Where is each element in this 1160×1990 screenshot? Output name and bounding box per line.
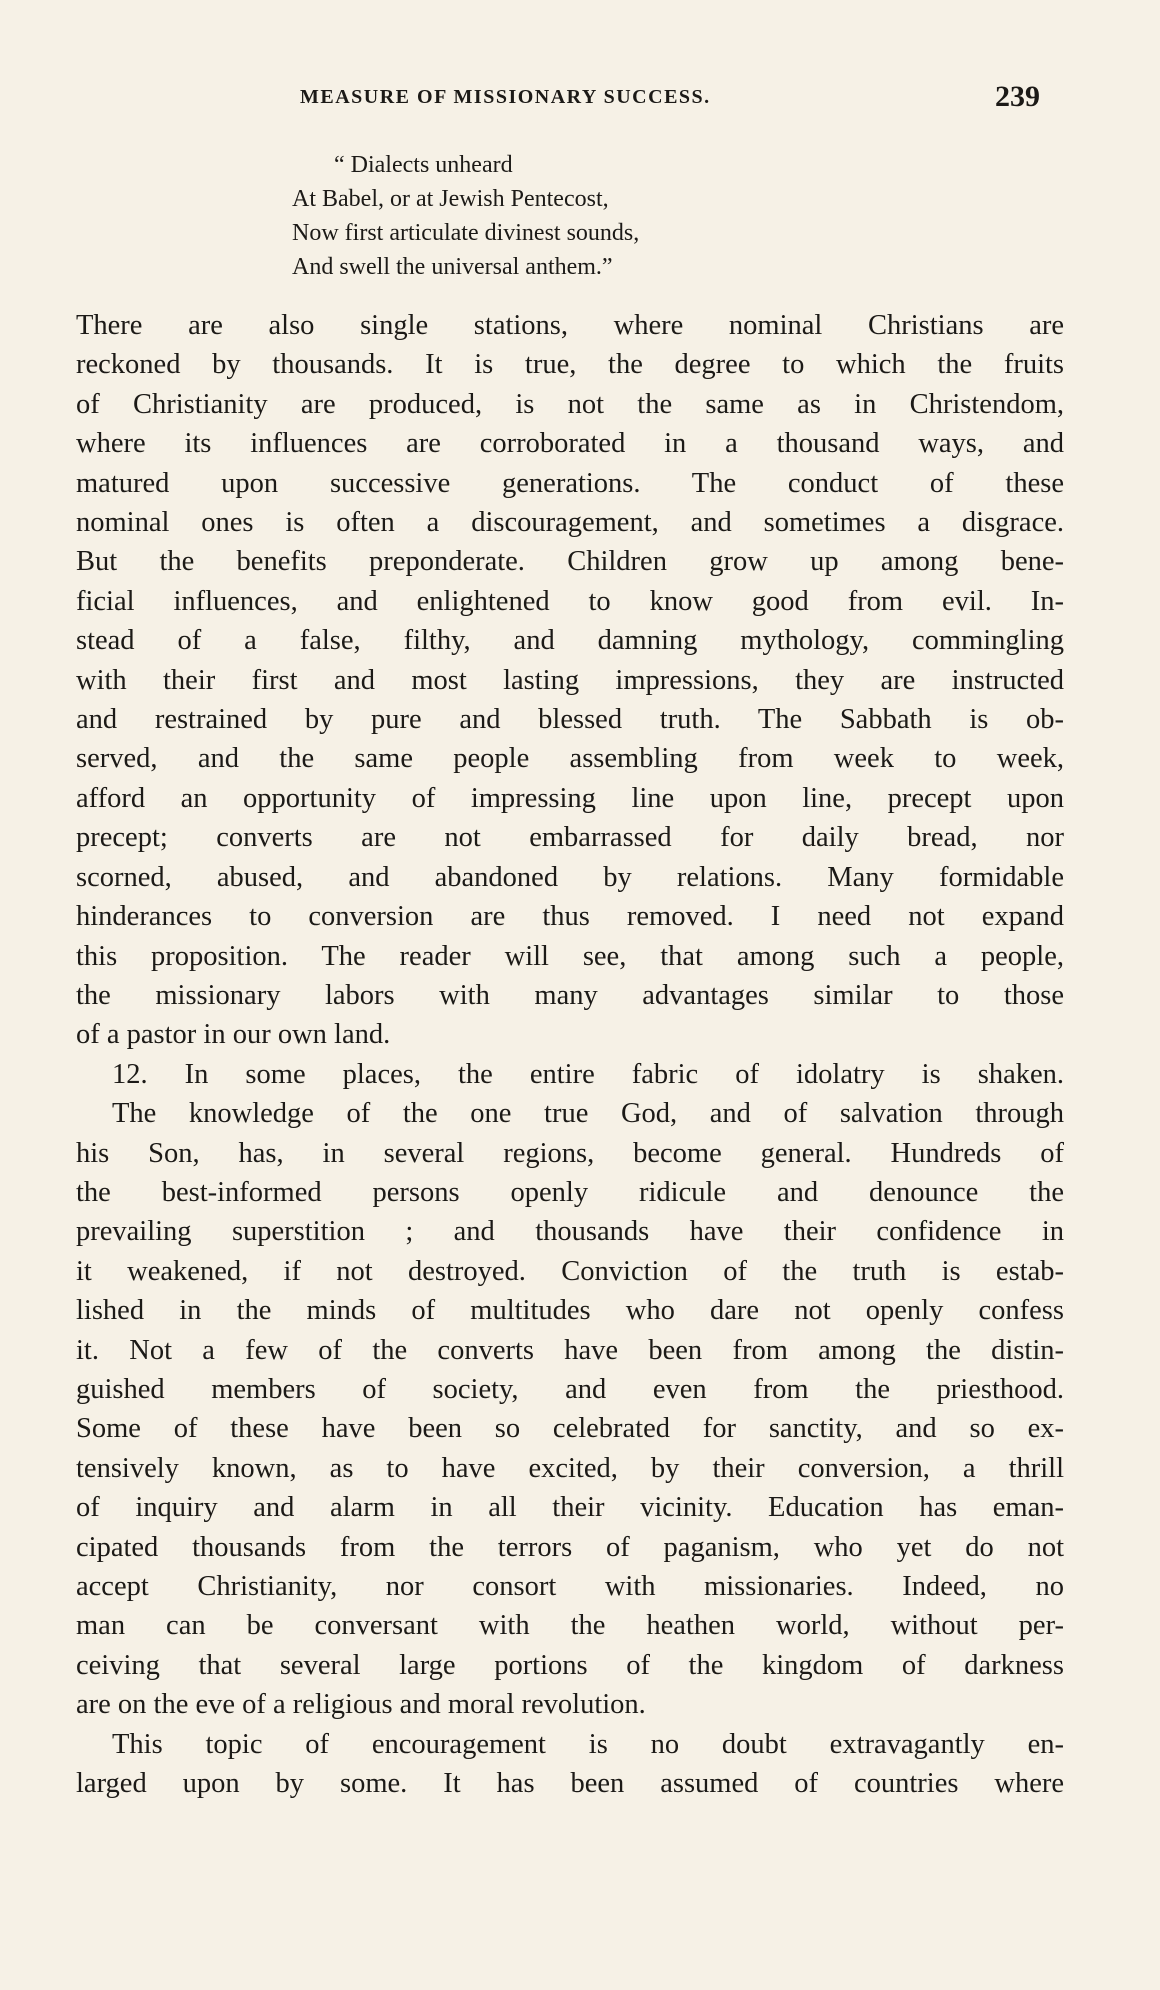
text-line: guished members of society, and even from the priesthood. [76, 1373, 1064, 1405]
text-line: tensively known, as to have excited, by their conversion, a thrill [76, 1452, 1064, 1484]
text-line: are on the eve of a religious and moral revolution. [76, 1689, 646, 1721]
text-line: with their first and most lasting impressions, they are instructed [76, 664, 1064, 696]
verse-line: “ Dialects unheard [334, 152, 513, 178]
text-line: precept; converts are not embarrassed for daily bread, nor [76, 822, 1064, 854]
text-line: it. Not a few of the converts have been from among the distin- [76, 1334, 1064, 1366]
text-line: it weakened, if not destroyed. Conviction of the truth is estab- [76, 1255, 1064, 1287]
text-line: this proposition. The reader will see, that among such a people, [76, 940, 1064, 972]
text-line: scorned, abused, and abandoned by relations. Many formidable [76, 861, 1064, 893]
text-line: of Christianity are produced, is not the same as in Christendom, [76, 388, 1064, 420]
text-line: 12. In some places, the entire fabric of idolatry is shaken. [112, 1058, 1064, 1090]
running-head [110, 80, 1060, 120]
text-line: There are also single stations, where nominal Christians are [76, 310, 1064, 341]
text-line: the missionary labors with many advantages similar to those [76, 979, 1064, 1011]
text-line: ceiving that several large portions of the kingdom of darkness [76, 1649, 1064, 1681]
text-line: where its influences are corroborated in a thousand ways, and [76, 428, 1064, 460]
running-title: MEASURE OF MISSIONARY SUCCESS. [300, 86, 711, 108]
text-line: But the benefits preponderate. Children grow up among bene- [76, 546, 1064, 578]
text-line: cipated thousands from the terrors of paganism, who yet do not [76, 1531, 1064, 1563]
text-line: lished in the minds of multitudes who dare not openly confess [76, 1295, 1064, 1327]
text-line: This topic of encouragement is no doubt extravagantly en- [112, 1728, 1064, 1760]
text-line: man can be conversant with the heathen world, without per- [76, 1610, 1064, 1642]
text-line: his Son, has, in several regions, become general. Hundreds of [76, 1137, 1064, 1169]
text-line: accept Christianity, nor consort with missionaries. Indeed, no [76, 1571, 1064, 1602]
text-line: ficial influences, and enlightened to know good from evil. In- [76, 585, 1064, 617]
text-line: prevailing superstition ; and thousands have their confidence in [76, 1216, 1064, 1248]
page-number: 239 [995, 80, 1040, 113]
text-line: hinderances to conversion are thus removed. I need not expand [76, 901, 1064, 933]
body-text [76, 306, 1064, 1803]
text-line: the best-informed persons openly ridicule and denounce the [76, 1176, 1064, 1208]
text-line: Some of these have been so celebrated for sanctity, and so ex- [76, 1413, 1064, 1445]
text-line: reckoned by thousands. It is true, the degree to which the fruits [76, 349, 1064, 381]
text-line: stead of a false, filthy, and damning mythology, commingling [76, 625, 1064, 657]
text-line: served, and the same people assembling from week to week, [76, 743, 1064, 775]
text-line: afford an opportunity of impressing line upon line, precept upon [76, 782, 1064, 814]
verse-line: And swell the universal anthem.” [292, 254, 613, 280]
text-line: larged upon by some. It has been assumed of countries where [76, 1768, 1064, 1800]
text-line: of a pastor in our own land. [76, 1019, 391, 1051]
verse-line: Now first articulate divinest sounds, [292, 220, 640, 246]
text-line: The knowledge of the one true God, and of salvation through [112, 1098, 1064, 1130]
text-line: matured upon successive generations. The conduct of these [76, 467, 1064, 499]
text-line: nominal ones is often a discouragement, and sometimes a disgrace. [76, 507, 1064, 539]
text-line: and restrained by pure and blessed truth. The Sabbath is ob- [76, 704, 1064, 736]
text-line: of inquiry and alarm in all their vicinity. Education has eman- [76, 1492, 1064, 1524]
verse-line: At Babel, or at Jewish Pentecost, [292, 186, 609, 212]
epigraph-verse [292, 148, 852, 284]
